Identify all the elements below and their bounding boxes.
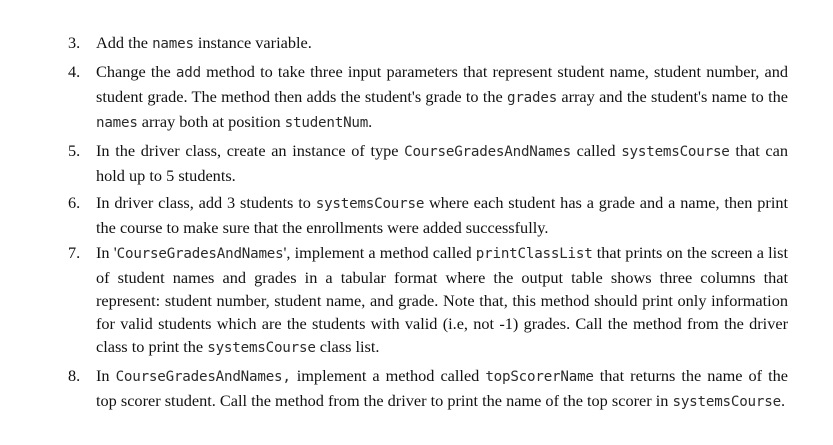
code-term: systemsCourse [315,196,425,212]
code-term: systemsCourse [621,144,730,160]
code-term: CourseGradesAndNames [116,246,284,262]
item-number: 6. [68,193,81,212]
item-number: 7. [68,243,81,262]
code-term: studentNum [284,115,369,131]
instruction-item-8: 8. In CourseGradesAndNames, implement a method called topScorerName that returns the name of the top scorer student. Call the method from the driver to print the name of the top scorer in systemsCourse. [68,366,788,410]
code-term: systemsCourse [672,394,781,410]
item-number: 8. [68,366,81,385]
code-term: names [152,36,194,52]
instruction-list [68,31,788,418]
item-number: 4. [68,62,81,81]
code-term: grades [507,90,558,106]
item-number: 5. [68,141,81,160]
code-term: add [175,65,201,81]
code-term: CourseGradesAndNames [404,144,571,160]
code-term: names [96,115,138,131]
instruction-item-7: 7. In 'CourseGradesAndNames', implement a method called printClassList that prints on the screen a list of student names and grades in a tabular format where the output table shows three columns that represent: student number, student name, and grade. Note that, this method should print only information for valid students which are the students with valid (i.e, not -1) grades. Call the method from the driver class to print the systemsCourse class list. [68,243,788,356]
instruction-item-5: 5. In the driver class, create an instance of type CourseGradesAndNames called systemsCourse that can hold up to 5 students. [68,141,788,185]
instruction-item-3: 3. Add the names instance variable. [68,33,312,52]
code-term: topScorerName [485,369,594,385]
code-term: CourseGradesAndNames, [115,369,291,385]
code-term: printClassList [475,246,593,262]
instruction-item-6: 6. In driver class, add 3 students to systemsCourse where each student has a grade and a name, then print the course to make sure that the enrollments were added successfully. [68,193,789,237]
item-number: 3. [68,33,81,52]
instruction-item-4: 4. Change the add method to take three input parameters that represent student name, student number, and student grade. The method then adds the student's grade to the grades array and the student's name to the names array both at position studentNum. [68,62,788,131]
code-term: systemsCourse [207,340,316,356]
